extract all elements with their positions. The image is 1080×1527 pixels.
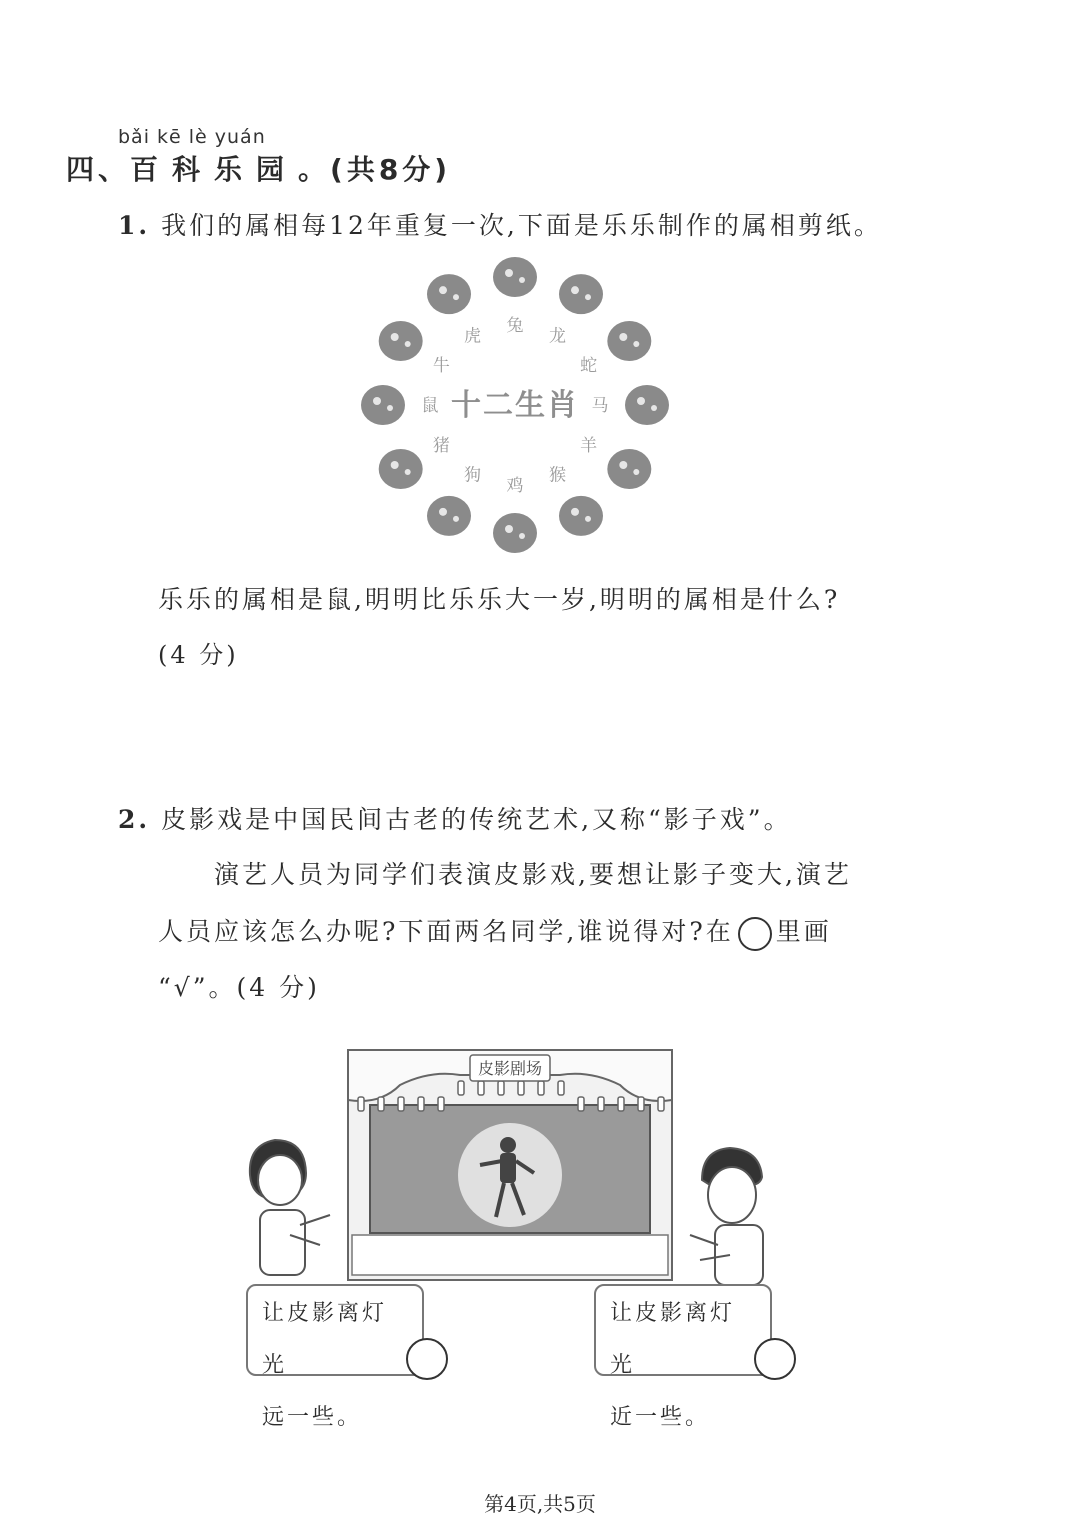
q2-paragraph-line1: 演艺人员为同学们表演皮影戏,要想让影子变大,演艺	[214, 860, 852, 889]
zodiac-label: 鼠	[421, 396, 439, 416]
zodiac-label: 羊	[580, 436, 598, 456]
q2-paragraph-line2	[158, 912, 832, 951]
curtain-tassel	[498, 1081, 504, 1095]
curtain-tassel	[418, 1097, 424, 1111]
q1-question: 乐乐的属相是鼠,明明比乐乐大一岁,明明的属相是什么?	[158, 585, 841, 614]
q2-prompt	[118, 800, 792, 836]
q1-number: 1.	[118, 211, 151, 240]
left-answer-circle[interactable]	[406, 1338, 448, 1380]
zodiac-label: 兔	[506, 316, 524, 336]
right-bubble-line1: 让皮影离灯光	[610, 1301, 736, 1378]
curtain-tassel	[558, 1081, 564, 1095]
zodiac-animal-icon	[559, 496, 603, 536]
zodiac-label: 狗	[464, 465, 481, 486]
q1-score: (4 分)	[158, 641, 239, 669]
stage-sign: 皮影剧场	[477, 1059, 543, 1078]
left-speech-bubble	[246, 1284, 424, 1430]
right-bubble-line2: 近一些。	[610, 1405, 711, 1430]
right-child-figure	[690, 1148, 763, 1285]
curtain-tassel	[458, 1081, 464, 1095]
q2-paragraph-line2-b: 里画	[775, 917, 832, 946]
curtain-tassel	[578, 1097, 584, 1111]
zodiac-label: 蛇	[580, 356, 598, 376]
zodiac-animal-icon	[493, 257, 537, 297]
right-answer-circle[interactable]	[754, 1338, 796, 1380]
section-pinyin: bǎi kē lè yuán	[118, 126, 266, 148]
zodiac-animal-icon	[607, 321, 651, 361]
zodiac-animal-icon	[379, 321, 423, 361]
zodiac-animal-icon	[427, 274, 471, 314]
zodiac-label: 猪	[432, 436, 450, 456]
section-title-suffix: 。(共8分)	[298, 153, 452, 186]
section-title-prefix: 四、	[66, 153, 131, 186]
curtain-tassel	[618, 1097, 624, 1111]
zodiac-label: 猴	[549, 465, 566, 486]
q2-text: 皮影戏是中国民间古老的传统艺术,又称“影子戏”。	[161, 805, 792, 834]
curtain-tassel	[438, 1097, 444, 1111]
section-title-chars: 百科乐园	[130, 153, 299, 186]
left-bubble-line1: 让皮影离灯光	[262, 1301, 388, 1378]
zodiac-label: 牛	[432, 356, 450, 376]
inline-circle-icon	[738, 917, 772, 951]
curtain-tassel	[478, 1081, 484, 1095]
curtain-tassel	[638, 1097, 644, 1111]
right-speech-bubble	[594, 1284, 772, 1430]
q2-paragraph-line3: “√”。(4 分)	[158, 973, 320, 1002]
zodiac-center-label: 十二生肖	[451, 388, 579, 423]
zodiac-animal-icon	[607, 449, 651, 489]
q2-paragraph-line2-a: 人员应该怎么办呢?下面两名同学,谁说得对?在	[158, 917, 734, 946]
zodiac-animal-icon	[361, 385, 405, 425]
section-title	[66, 148, 451, 188]
q2-number: 2.	[118, 805, 151, 834]
zodiac-animal-icon	[427, 496, 471, 536]
q1-text: 我们的属相每12年重复一次,下面是乐乐制作的属相剪纸。	[161, 211, 882, 240]
zodiac-papercut-figure	[355, 255, 675, 560]
zodiac-label: 龙	[549, 326, 566, 347]
left-child-figure	[250, 1140, 330, 1275]
left-bubble-line2: 远一些。	[262, 1405, 363, 1430]
curtain-tassel	[658, 1097, 664, 1111]
curtain-tassel	[378, 1097, 384, 1111]
page-footer: 第4页,共5页	[484, 1492, 596, 1516]
zodiac-label: 马	[591, 396, 609, 416]
curtain-tassel	[358, 1097, 364, 1111]
q1-prompt	[118, 206, 882, 242]
zodiac-animal-icon	[625, 385, 669, 425]
curtain-tassel	[538, 1081, 544, 1095]
zodiac-label: 虎	[464, 326, 481, 347]
zodiac-animal-icon	[493, 513, 537, 553]
zodiac-animal-icon	[379, 449, 423, 489]
zodiac-animal-icon	[559, 274, 603, 314]
curtain-tassel	[398, 1097, 404, 1111]
curtain-tassel	[518, 1081, 524, 1095]
zodiac-label: 鸡	[506, 476, 524, 496]
curtain-tassel	[598, 1097, 604, 1111]
